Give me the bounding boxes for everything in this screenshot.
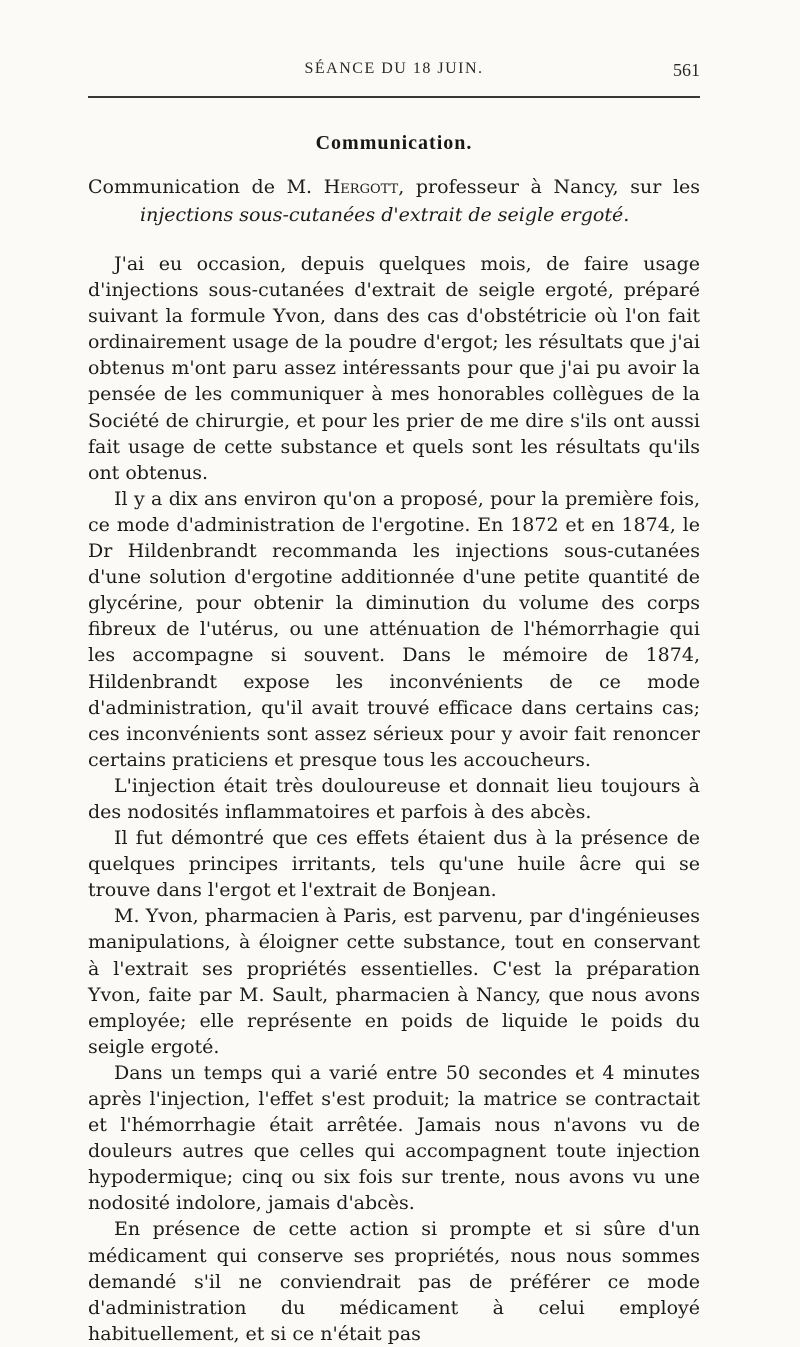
intro-prefix: Communication de M. [88, 176, 324, 198]
paragraph-4: Il fut démontré que ces effets étaient dus à la présence de quelques principes irritants, tels qu'une huile âcre qui se trouve dans l'ergot et l'extrait de Bonjean. [88, 827, 700, 902]
page-number: 561 [673, 60, 700, 80]
running-title: SÉANCE DU 18 JUIN. [304, 60, 484, 77]
running-header [88, 60, 700, 86]
paragraph-5: M. Yvon, pharmacien à Paris, est parvenu, par d'ingénieuses manipulations, à éloigner cette substance, tout en conservant à l'extrait ses propriétés essentielles. C'est la préparation Yvon, faite par M. Sault, pharmacien à Nancy, que nous avons employée; elle représente en poids de liquide le poids du seigle ergoté. [88, 905, 700, 1058]
paragraph-6: Dans un temps qui a varié entre 50 secondes et 4 minutes après l'injection, l'effet s'est produit; la matrice se contractait et l'hémorrhagie était arrêtée. Jamais nous n'avons vu de douleurs autres que celles qui accompagnent toute injection hypodermique; cinq ou six fois sur trente, nous avons vu une nodosité indolore, jamais d'abcès. [88, 1061, 700, 1215]
paragraph-3: L'injection était très douloureuse et donnait lieu toujours à des nodosités inflammatoires et parfois à des abcès. [88, 774, 700, 823]
paragraph-1: J'ai eu occasion, depuis quelques mois, de faire usage d'injections sous-cutanées d'extrait de seigle ergoté, préparé suivant la formule Yvon, dans des cas d'obstétricie où l'on fait ordinairement usage de la poudre d'ergot; les résultats que j'ai obtenus m'ont paru assez intéressants pour que j'ai pu avoir la pensée de les communiquer à mes honorables collègues de la Société de chirurgie, et pour les prier de me dire s'ils ont aussi fait usage de cette substance et quels sont les résultats qu'ils ont obtenus. [88, 253, 700, 484]
communication-intro [88, 173, 700, 229]
communication-topic: injections sous-cutanées d'extrait de seigle ergoté. [140, 204, 630, 226]
section-title: Communication. [315, 132, 473, 154]
intro-middle: , professeur à Nancy, sur les [398, 176, 701, 198]
paragraph-2: Il y a dix ans environ qu'on a proposé, pour la première fois, ce mode d'administration de l'ergotine. En 1872 et en 1874, le Dr Hildenbrandt recommanda les injections sous-cutanées d'une solution d'ergotine additionnée d'une petite quantité de glycérine, pour obtenir la diminution du volume des corps fibreux de l'utérus, ou une atténuation de l'hémorrhagie qui les accompagne si souvent. Dans le mémoire de 1874, Hildenbrandt expose les inconvénients de ce mode d'administration, qu'il avait trouvé efficace dans certains cas; ces inconvénients sont assez sérieux pour y avoir fait renoncer certains praticiens et presque tous les accoucheurs. [88, 487, 700, 771]
header-rule [88, 96, 700, 98]
paragraph-7: En présence de cette action si prompte et si sûre d'un médicament qui conserve ses propriétés, nous nous sommes demandé s'il ne conviendrait pas de préférer ce mode d'administration du médicament à celui employé habituellement, et si ce n'était pas [88, 1218, 700, 1345]
page-body [88, 132, 700, 1347]
author-name: Hergott [323, 176, 399, 198]
